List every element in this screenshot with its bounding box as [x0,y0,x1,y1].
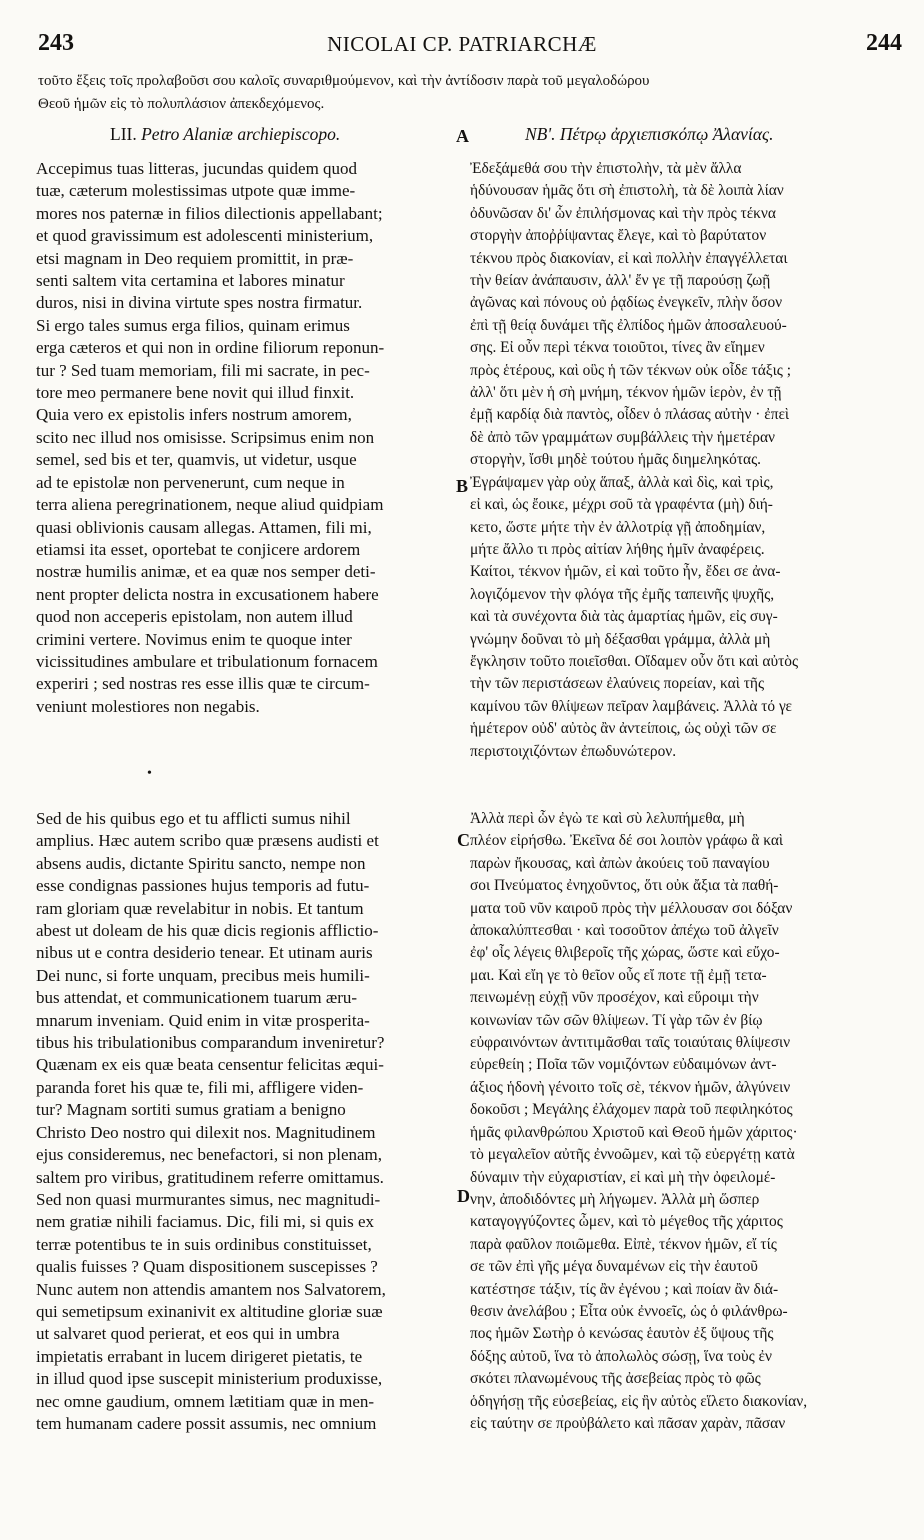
text-line: εὐφραινόντων ἀντιτιμᾶσθαι ταῖς τοιαύταις θλίψεσιν [470,1034,791,1052]
text-line: ram gloriam quæ revelabitur in nobis. Et tantum [36,898,364,918]
text-line: ejus consideremus, nec benefactori, si non plenam, [36,1145,383,1165]
text-line: Ἐδεξάμεθά σου τὴν ἐπιστολὴν, τὰ μὲν ἄλλα [470,160,742,177]
text-line: κετο, ὥστε μήτε τὴν ἐν ἀλλοτρίᾳ γῇ ἀποδημίαν, [470,518,766,536]
text-line: ἀγῶνας καὶ πόνους οὐ ῥᾳδίως ἐνεγκεῖν, πλὴν ὅσον [470,294,783,312]
text-line: nent propter delicta nostra in excusationem habere [36,584,379,604]
text-line: ὀδυνῶσαν δι' ὧν ἐπιλήσμονας καὶ τὴν πρὸς τέκνα [470,204,776,222]
text-line: crimini vertere. Novimus enim te quoque inter [36,629,352,649]
text-line: semel, sed bis et ter, quamvis, ut videtur, usque [36,450,357,470]
text-line: mores nos paternæ in filios dilectionis appellabant; [36,203,383,223]
text-line: terra aliena peregrinationem, neque aliud quidpiam [36,495,384,515]
page-number-right: 244 [866,30,902,56]
text-line: etiamsi ita esset, oportebat te conjicere ardorem [36,539,361,559]
text-line: nem gratiæ nihili faciamus. Dic, fili mi, si quis ex [36,1212,375,1232]
ornament-dot: • [147,766,152,781]
text-line: mnarum inveniam. Quid enim in vitæ prosperita- [36,1010,370,1030]
text-line: ἀποκαλύπτεσθαι · καὶ τοσοῦτον ἀπέχω τοῦ ἀλγεῖν [470,922,779,940]
greek-letter-heading: ΝΒ'. Πέτρῳ ἀρχιεπισκόπῳ Ἀλανίας. [525,124,774,144]
text-line: Christo Deo nostro qui dilexit nos. Magnitudinem [36,1122,376,1142]
text-line: τοῦτο ἕξεις τοῖς προλαβοῦσι σου καλοῖς συναριθμούμενον, καὶ τὴν ἀντίδοσιν παρὰ τοῦ μεγαλοδώρου [38,73,650,89]
text-line: vicissitudines ambulare et tribulationum fornacem [36,651,378,671]
text-line: qualis fuisses ? Quam dispositionem suscepisses ? [36,1257,378,1277]
carryover-greek-text [38,70,898,116]
latin-letter-title: Petro Alaniæ archiepiscopo. [141,124,341,144]
text-line: καταγογγύζοντες ὦμεν, καὶ τὸ μέγεθος τῆς χάριτος [470,1213,783,1231]
text-line: Nunc autem non attendis amantem nos Salvatorem, [36,1279,386,1299]
text-line: σκότει πλανωμένους τῆς ἀσεβείας πρὸς τὸ φῶς [470,1370,761,1388]
text-line: tem humanam cadere possit assumis, nec omnium [36,1413,377,1433]
text-line: Quænam ex eis quæ beata censentur felicitas æqui- [36,1055,384,1075]
text-line: duros, nisi in divina virtute spes nostra firmatur. [36,293,363,313]
text-line: ut salvaret quod perierat, et eos qui in umbra [36,1324,340,1344]
greek-paragraph-2 [470,808,910,1435]
text-line: erga cæteros et qui non in ordine filiorum reponun- [36,338,385,358]
text-line: abest ut doleam de his quæ dicis regionis afflictio- [36,921,379,941]
text-line: impietatis errabant in lucem dirigeret pietatis, te [36,1346,363,1366]
text-line: nec omne gaudium, omnem lætitiam quæ in men- [36,1391,375,1411]
text-line: etsi magnam in Deo requiem promittit, in præ- [36,248,354,268]
text-line: πρὸς ἑτέρους, καὶ οὓς ἡ τῶν τέκνων οὐκ οἶδε τάξις ; [470,361,792,379]
text-line: γνώμην δοῦναι τὸ μὴ δέξασθαι γράμμα, ἀλλὰ μὴ [470,630,771,648]
text-line: ἀλλ' ὅτι μὲν ἡ σὴ μνήμη, τέκνον ἡμῶν ἱερὸν, ἐν τῇ [470,384,782,402]
text-line: τὸ μεγαλεῖον αὐτῆς ἐννοῶμεν, καὶ τῷ εὐεργέτῃ κατὰ [470,1146,795,1164]
text-line: ἔγκλησιν τοῦτο ποιεῖσθαι. Οἴδαμεν οὖν ὅτι καὶ αὐτὸς [470,652,799,670]
text-line: δοκοῦσι ; Μεγάλης ἐλάχομεν παρὰ τοῦ πεφιληκότος [470,1101,793,1119]
running-title: NICOLAI CP. PATRIARCHÆ [327,32,597,56]
text-line: et quod gravissimum est adolescenti ministerium, [36,226,374,246]
text-line: νην, ἀποδιδόντες μὴ λήγωμεν. Ἀλλὰ μὴ ὥσπερ [470,1190,760,1208]
text-line: ματα τοῦ νῦν καιροῦ πρὸς τὴν μέλλουσαν σοι δόξαν [470,899,793,917]
text-line: ἡδύνουσαν ἡμᾶς ὅτι σὴ ἐπιστολὴ, τὰ δὲ λοιπὰ λίαν [470,182,784,200]
text-line: δόξης αὐτοῦ, ἵνα τὸ ἀπολωλὸς σώσῃ, ἵνα τοὺς ἐν [470,1347,772,1365]
text-line: quod non acceperis epistolam, non autem illud [36,607,353,627]
text-line: πεινωμένῃ εὐχῇ νῦν προσέχον, καὶ εὕροιμι τὴν [470,989,759,1007]
text-line: ἡμᾶς φιλανθρώπου Χριστοῦ καὶ Θεοῦ ἡμῶν χάριτος· [470,1123,798,1141]
text-line: δὲ ἀπὸ τῶν γραμμάτων συμβάλλεις τὴν ἡμετέραν [470,428,775,446]
text-line: ἐμῇ καρδίᾳ διὰ παντὸς, οἶδεν ὁ πλάσας αὐτὴν · ἐπεὶ [470,406,790,424]
text-line: tur? Magnam sortiti sumus gratiam a benigno [36,1100,346,1120]
text-line: καμίνου τῶν θλίψεων πεῖραν λαμβάνεις. Ἀλλὰ τό γε [470,697,792,715]
text-line: scito nec illud nos omisisse. Scripsimus enim non [36,427,375,447]
text-line: καὶ τὰ συνέχοντα διὰ τὰς ἁμαρτίας ἡμῶν, εἰς συγ- [470,608,778,626]
text-line: περιστοιχιζόντων ἐπωδυνώτερον. [470,742,677,760]
letter-number: LII. [110,124,137,144]
text-line: σοι Πνεύματος ἐνηχοῦντος, ὅτι οὐκ ἄξια τὰ παθή- [470,877,779,895]
text-line: tore meo permanere bene novit qui illud finxit. [36,383,355,403]
text-line: Accepimus tuas litteras, jucundas quidem quod [36,159,358,178]
text-line: senti saltem vita certamina et labores minatur [36,271,345,291]
text-line: qui semetipsum exinanivit ex altitudine gloriæ suæ [36,1301,383,1321]
text-line: Καίτοι, τέκνον ἡμῶν, εἰ καὶ τοῦτο ἦν, ἔδει σε ἀνα- [470,563,781,581]
text-line: Dei nunc, si forte unquam, precibus meis humili- [36,965,370,985]
latin-paragraph-1 [36,158,456,718]
text-line: nostræ humilis animæ, et ea quæ nos semper deti- [36,562,376,582]
text-line: ἐφ' οἷς λέγεις θλιβεροῖς τῆς χώρας, ὥστε καὶ εὔχο- [470,944,780,962]
text-line: στοργὴν ἀποῤῥίψαντας ἔλεγε, καὶ τὸ βαρύτατον [470,227,767,245]
text-line: nibus ut e contra desiderio tenear. Et utinam auris [36,943,373,963]
text-line: θεσιν ἀνελάβου ; Εἶτα οὐκ ἐννοεῖς, ὡς ὁ φιλάνθρω- [470,1302,788,1320]
text-line: esse condignas passiones hujus temporis ad futu- [36,876,370,896]
text-line: bus attendat, et communicationem tuarum æru- [36,988,358,1008]
text-line: τέκνου πρὸς διακονίαν, εἰ καὶ πολλὴν ἐπαγγέλλεται [470,249,788,267]
margin-letter-b: B [456,476,469,496]
text-line: ὁδηγήσῃ τῆς εὐσεβείας, εἰς ἣν αὐτὸς εἵλετο διακονίαν, [470,1392,808,1410]
text-line: absens audis, dictante Spiritu sancto, nempe non [36,853,366,873]
text-line: quasi oblivionis causam allegas. Attamen, fili mi, [36,517,372,537]
text-line: κατέστησε τάξιν, τίς ἂν ἐγένου ; καὶ ποίαν ἂν διά- [470,1280,779,1298]
text-line: εὑρεθείη ; Ποῖα τῶν νομιζόντων εὐδαιμόνων ἀντ- [470,1056,777,1074]
text-line: τὴν θείαν ἀνάπαυσιν, ἀλλ' ἔν γε τῇ παρούσῃ ζωῇ [470,272,771,290]
text-line: λογιζόμενον τὴν φλόγα τῆς ἐμῆς ταπεινῆς ψυχῆς, [470,585,775,603]
text-line: σε τῶν ἐπὶ γῆς μέγα δυναμένων εἰς τὴν ἑαυτοῦ [470,1258,758,1276]
text-line: παρὰ φαῦλον ποιῶμεθα. Εἰπὲ, τέκνον ἡμῶν, εἴ τίς [470,1235,777,1253]
text-line: amplius. Hæc autem scribo quæ præsens audisti et [36,831,379,851]
text-line: ἡμέτερον οὐδ' αὐτὸς ἂν ἀντείποις, ὡς οὐχὶ τῶν σε [470,720,777,738]
text-line: πος ἡμῶν Σωτὴρ ὁ κενώσας ἑαυτὸν ἐξ ὕψους τῆς [470,1325,774,1343]
text-line: εἰς ταύτην σε προὐβάλετο καὶ πᾶσαν χαρὰν, πᾶσαν [470,1414,786,1432]
text-line: δύναμιν τὴν εὐχαριστίαν, εἰ καὶ μὴ τὴν ὀφειλομέ- [470,1168,776,1186]
text-line: άξιος ἡδονὴ γένοιτο τοῖς σὲ, τέκνον ἡμῶν, ἀλγύνειν [470,1078,791,1096]
text-line: Ἀλλὰ περὶ ὧν ἐγὼ τε καὶ σὺ λελυπήμεθα, μὴ [470,810,745,827]
page-header [0,30,924,64]
text-line: μήτε ἄλλο τι πρὸς αἰτίαν λήθης ἡμῖν ἀναφέρεις. [470,540,765,558]
text-line: Si ergo tales sumus erga filios, quinam erimus [36,315,350,335]
text-line: veniunt molestiores non negabis. [36,696,260,716]
text-line: tuæ, cæterum molestissimas utpote quæ imme- [36,181,356,201]
text-line: στοργὴν, ἴσθι μηδὲ τούτου ἡμᾶς διημεληκότας. [470,451,762,469]
text-line: tur ? Sed tuam memoriam, fili mi sacrate, in pec- [36,360,370,380]
text-line: πλέον εἰρήσθω. Ἐκεῖνα δέ σοι λοιπὸν γράφω ἃ καὶ [470,832,784,850]
text-line: paranda foret his quæ te, fili mi, affligere viden- [36,1077,364,1097]
page-number-left: 243 [38,30,74,56]
text-line: Ἐγράψαμεν γὰρ οὐχ ἅπαξ, ἀλλὰ καὶ δὶς, καὶ τρὶς, [470,473,774,491]
text-line: saltem pro viribus, gratitudinem referre omittamus. [36,1167,384,1187]
latin-letter-heading [110,124,340,145]
text-line: Sed non quasi murmurantes simus, nec magnitudi- [36,1189,381,1209]
text-line: experiri ; sed nostras res esse illis quæ te circum- [36,674,370,694]
text-line: tibus his tribulationibus comparandum inveniretur? [36,1033,385,1053]
text-line: Θεοῦ ἡμῶν εἰς τὸ πολυπλάσιον ἀπεκδεχόμενος. [38,96,325,112]
text-line: παρὼν ἤκουσας, καὶ ἀπὼν ἀκούεις τοῦ παναγίου [470,854,770,872]
text-line: Quia vero ex epistolis infers nostrum amorem, [36,405,352,425]
text-line: ἐπὶ τῇ θείᾳ δυνάμει τῆς ἐλπίδος ἡμῶν ἀποσαλευού- [470,316,787,334]
text-line: ad te epistolæ non pervenerunt, cum neque in [36,472,345,492]
greek-paragraph-1 [470,158,910,763]
text-line: in illud quod ipse suscepit ministerium produxisse, [36,1369,383,1389]
text-line: κοινωνίαν τῶν σῶν θλίψεων. Τί γὰρ τῶν ἐν βίῳ [470,1011,763,1029]
text-line: μαι. Καὶ εἴη γε τὸ θεῖον οὖς εἴ ποτε τῇ ἐμῇ τετα- [470,966,767,984]
margin-letter-d: D [457,1186,470,1206]
text-line: εἰ καὶ, ὡς ἔοικε, μέχρι σοῦ τὰ γραφέντα (μὴ) διή- [470,496,773,514]
text-line: σης. Εἰ οὖν περὶ τέκνα τοιοῦτοι, τίνες ἂν εἴημεν [470,339,765,357]
margin-letter-c: C [457,830,470,850]
text-line: τὴν τῶν περιστάσεων ἐλαύνεις πορείαν, καὶ τῆς [470,675,765,693]
text-line: Sed de his quibus ego et tu afflicti sumus nihil [36,809,351,828]
latin-paragraph-2 [36,808,456,1435]
text-line: terræ potentibus te in suis ordinibus constituisset, [36,1234,372,1254]
margin-letter-a: A [456,126,469,146]
